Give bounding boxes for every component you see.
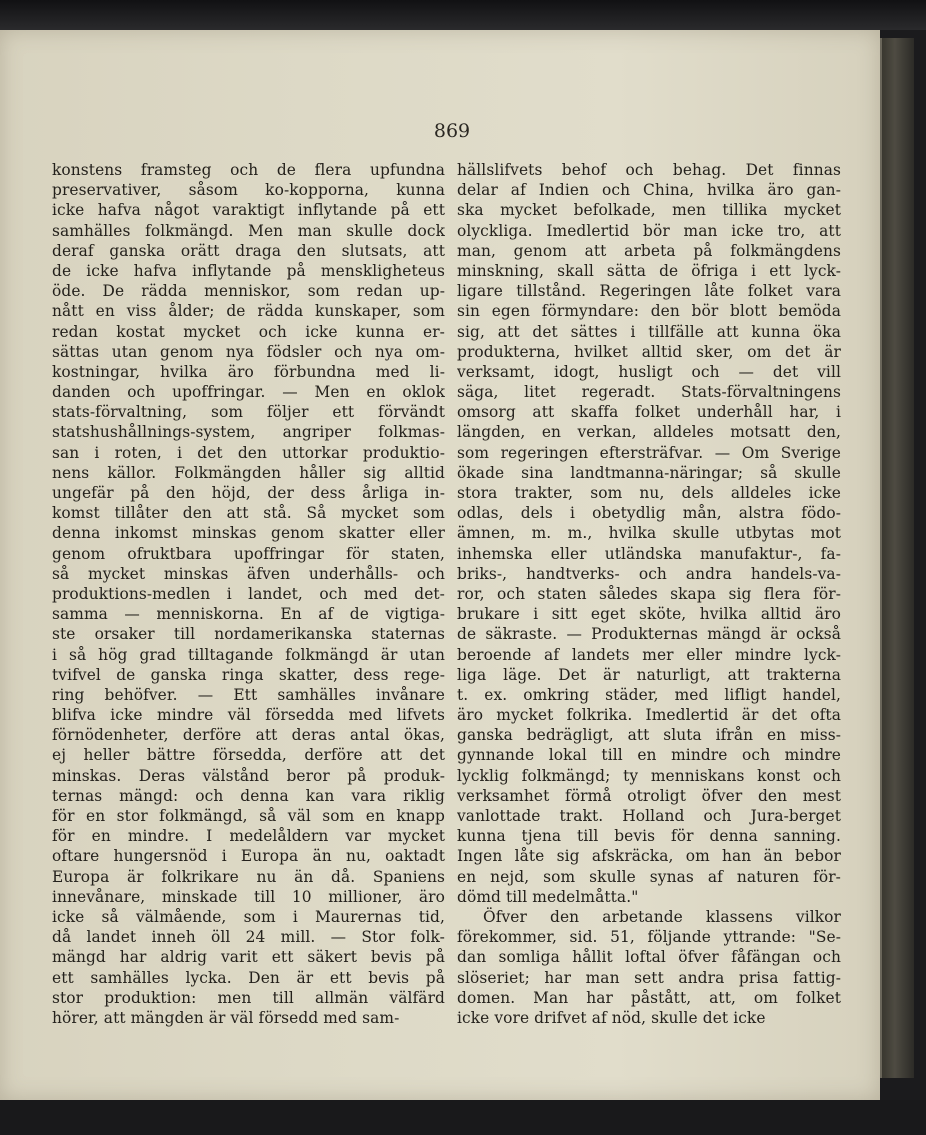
text-line: konstens framsteg och de flera upfundna <box>52 161 445 179</box>
text-line: mängd har aldrig varit ett säkert bevis på <box>52 948 445 967</box>
text-line: ligare tillstånd. Regeringen låte folket vara <box>457 282 841 301</box>
text-line: slöseriet; har man sett andra prisa fattig- <box>457 968 841 987</box>
text-line: för en stor folkmängd, så väl som en knapp <box>52 807 445 825</box>
text-line: ste orsaker till nordamerikanska staternas <box>52 625 445 644</box>
text-line: sättas utan genom nya födsler och nya om- <box>52 342 445 361</box>
text-line: ring behöfver. — Ett samhälles invånare <box>52 685 445 704</box>
text-line: ett samhälles lycka. Den är ett bevis på <box>52 968 445 987</box>
top-shadow <box>0 0 926 30</box>
text-line: minskas. Deras välstånd beror på produk- <box>52 766 445 785</box>
page-number: 869 <box>433 120 471 142</box>
text-line: Ingen låte sig afskräcka, om han än bebor <box>457 847 841 866</box>
text-line: dömd till medelmåtta." <box>457 887 639 906</box>
text-line: komst tillåter den att stå. Så mycket som <box>52 504 445 523</box>
text-line: innevånare, minskade till 10 millioner, äro <box>52 887 445 906</box>
text-line: samhälles folkmängd. Men man skulle dock <box>52 221 445 240</box>
text-line: ror, och staten således skapa sig flera för- <box>457 584 841 603</box>
text-line: brukare i sitt eget sköte, hvilka alltid äro <box>457 605 841 624</box>
text-line: danden och upoffringar. — Men en oklok <box>52 383 445 402</box>
text-line: ökade sina landtmanna-näringar; så skulle <box>457 463 841 482</box>
text-line: hällslifvets behof och behag. Det finnas <box>457 161 841 179</box>
text-line: oftare hungersnöd i Europa än nu, oaktadt <box>52 847 445 866</box>
text-line: sin egen förmyndare: den bör blott bemöda <box>457 302 841 321</box>
text-line: domen. Man har påstått, att, om folket <box>457 988 841 1007</box>
text-line: hörer, att mängden är väl försedd med sam- <box>52 1008 400 1027</box>
text-line: som regeringen eftersträfvar. — Om Sverige <box>457 443 841 462</box>
text-line: då landet inneh öll 24 mill. — Stor folk- <box>52 928 445 947</box>
text-line: verksamhet förmå otroligt öfver den mest <box>457 786 841 805</box>
book-page <box>0 30 880 1100</box>
text-line: nens källor. Folkmängden håller sig alltid <box>52 463 445 482</box>
text-line: lycklig folkmängd; ty menniskans konst och <box>457 766 841 785</box>
text-line: stats-förvaltning, som följer ett förvändt <box>52 403 445 422</box>
text-line: redan kostat mycket och icke kunna er- <box>52 322 445 341</box>
text-line: Öfver den arbetande klassens vilkor <box>483 907 841 926</box>
text-line: produktions-medlen i landet, och med det- <box>52 584 445 603</box>
text-line: kunna tjena till bevis för denna sanning. <box>457 827 841 846</box>
text-line: så mycket minskas äfven underhålls- och <box>52 564 445 583</box>
text-line: icke vore drifvet af nöd, skulle det icke <box>457 1008 766 1027</box>
text-line: gynnande lokal till en mindre och mindre <box>457 746 841 765</box>
left-column <box>52 160 445 1028</box>
text-line: ej heller bättre försedda, derföre att det <box>52 746 445 765</box>
text-line: nått en viss ålder; de rädda kunskaper, som <box>52 302 445 321</box>
text-line: vanlottade trakt. Holland och Jura-berget <box>457 807 841 825</box>
text-line: stor produktion: men till allmän välfärd <box>52 988 445 1007</box>
text-line: omsorg att skaffa folket underhåll har, i <box>457 403 841 422</box>
text-line: inhemska eller utländska manufaktur-, fa- <box>457 544 841 563</box>
text-line: längden, en verkan, alldeles motsatt den, <box>457 423 841 442</box>
text-line: olyckliga. Imedlertid bör man icke tro, att <box>457 221 841 240</box>
text-line: verksamt, idogt, husligt och — det vill <box>457 362 841 381</box>
text-line: icke så välmående, som i Maurernas tid, <box>52 907 445 926</box>
text-line: förekommer, sid. 51, följande yttrande: "Se- <box>457 928 841 947</box>
text-line: ungefär på den höjd, der dess årliga in- <box>52 484 445 502</box>
text-line: äro mycket folkrika. Imedlertid är det ofta <box>457 706 841 725</box>
bottom-shadow <box>0 1100 926 1135</box>
text-line: ska mycket befolkade, men tillika mycket <box>457 201 841 220</box>
text-line: briks-, handtverks- och andra handels-va- <box>457 564 841 583</box>
book-spine <box>880 38 914 1078</box>
text-line: icke hafva något varaktigt inflytande på ett <box>52 201 445 220</box>
text-line: förnödenheter, derföre att deras antal ökas, <box>52 726 445 745</box>
text-line: för en mindre. I medelåldern var mycket <box>52 827 445 846</box>
text-line: denna inkomst minskas genom skatter eller <box>52 524 445 543</box>
text-line: ämnen, m. m., hvilka skulle utbytas mot <box>457 524 841 543</box>
right-column <box>457 160 841 1028</box>
text-line: produkterna, hvilket alltid sker, om det är <box>457 342 841 361</box>
text-line: delar af Indien och China, hvilka äro gan- <box>457 181 841 200</box>
text-line: minskning, skall sätta de öfriga i ett lyck- <box>457 261 841 280</box>
text-line: säga, litet regeradt. Stats-förvaltningens <box>457 383 841 402</box>
text-line: man, genom att arbeta på folkmängdens <box>457 241 841 260</box>
text-line: san i roten, i det den uttorkar produktio- <box>52 443 445 462</box>
text-line: ganska bedrägligt, att sluta ifrån en miss- <box>457 726 841 745</box>
text-line: en nejd, som skulle synas af naturen för- <box>457 867 841 886</box>
text-line: ternas mängd: och denna kan vara riklig <box>52 786 445 805</box>
text-line: Europa är folkrikare nu än då. Spaniens <box>52 867 445 886</box>
text-line: öde. De rädda menniskor, som redan up- <box>52 282 445 301</box>
text-line: tvifvel de ganska ringa skatter, dess rege- <box>52 665 445 684</box>
text-line: stora trakter, som nu, dels alldeles icke <box>457 484 841 502</box>
text-line: de icke hafva inflytande på menskligheteus <box>52 261 445 280</box>
text-line: beroende af landets mer eller mindre lyck- <box>457 645 841 664</box>
text-line: kostningar, hvilka äro förbundna med li- <box>52 362 445 381</box>
text-line: liga läge. Det är naturligt, att trakterna <box>457 665 841 684</box>
text-line: dan somliga hållit loftal öfver fåfängan och <box>457 948 841 967</box>
text-line: blifva icke mindre väl försedda med lifvets <box>52 706 445 725</box>
text-line: odlas, dels i obetydlig mån, alstra födo- <box>457 504 841 523</box>
text-line: t. ex. omkring städer, med lifligt handel, <box>457 685 841 704</box>
text-line: preservativer, såsom ko-kopporna, kunna <box>52 181 445 200</box>
text-line: deraf ganska orätt draga den slutsats, att <box>52 241 445 260</box>
text-line: de säkraste. — Produkternas mängd är också <box>457 625 841 644</box>
text-line: i så hög grad tilltagande folkmängd är utan <box>52 645 445 664</box>
text-line: statshushållnings-system, angriper folkmas- <box>52 423 445 442</box>
text-line: sig, att det sättes i tillfälle att kunna öka <box>457 322 841 341</box>
text-line: samma — menniskorna. En af de vigtiga- <box>52 605 445 624</box>
text-line: genom ofruktbara upoffringar för staten, <box>52 544 445 563</box>
